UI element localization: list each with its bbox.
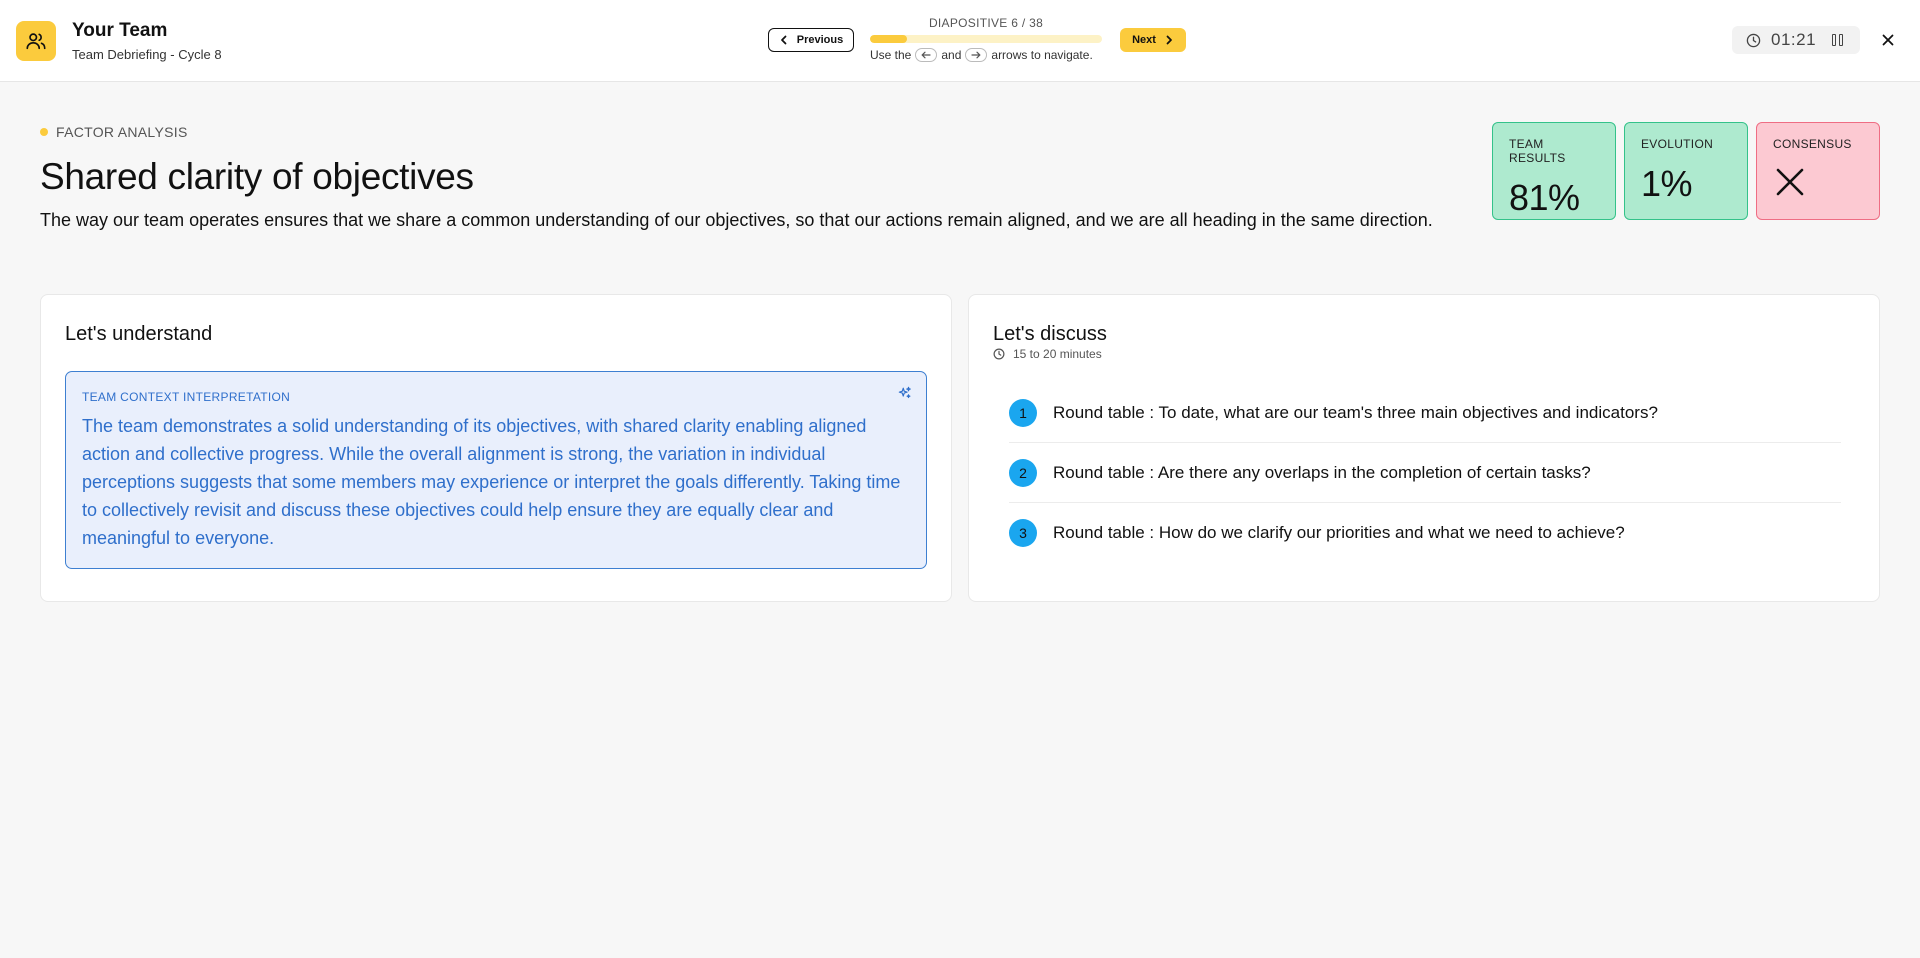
slide-progress-bar <box>870 35 1102 43</box>
question-item <box>1009 503 1841 563</box>
interpretation-text: The team demonstrates a solid understanding of its objectives, with shared clarity enabling aligned action and collective progress. While the overall alignment is strong, the variation in individual perceptions suggests that some members may experience or interpret the goals differently. Taking time to collectively revisit and discuss these objectives could help ensure they are equally clear and meaningful to everyone. <box>82 416 901 548</box>
question-text: Round table : How do we clarify our priorities and what we need to achieve? <box>1053 523 1625 542</box>
metric-value: 1% <box>1641 163 1693 204</box>
question-number: 3 <box>1009 519 1037 547</box>
discuss-card <box>968 294 1880 602</box>
question-item <box>1009 443 1841 503</box>
eyebrow-dot <box>40 128 48 136</box>
metric-evolution <box>1624 122 1748 220</box>
metric-label: CONSENSUS <box>1773 137 1852 151</box>
section-eyebrow <box>40 124 188 140</box>
duration-text: 15 to 20 minutes <box>1013 347 1102 361</box>
session-timer <box>1732 26 1860 54</box>
question-item <box>1009 383 1841 443</box>
question-text: Round table : Are there any overlaps in the completion of certain tasks? <box>1053 462 1591 482</box>
team-brand <box>16 20 222 62</box>
hint-and: and <box>941 48 962 62</box>
question-list <box>1009 383 1841 563</box>
understand-card <box>40 294 952 602</box>
metric-consensus <box>1756 122 1880 220</box>
x-icon <box>1775 167 1805 197</box>
page-description: The way our team operates ensures that we share a common understanding of our objectives, so that our actions remain aligned, and we are all heading in the same direction. <box>40 210 1433 230</box>
hint-prefix: Use the <box>870 48 912 62</box>
session-name: Team Debriefing - Cycle 8 <box>72 47 222 62</box>
eyebrow-label: FACTOR ANALYSIS <box>56 124 188 140</box>
arrow-left-icon <box>915 48 937 62</box>
team-name: Your Team <box>72 20 168 41</box>
team-icon <box>25 30 47 52</box>
close-icon <box>1882 34 1894 46</box>
arrow-right-icon <box>965 48 987 62</box>
metric-value: 81% <box>1509 177 1580 218</box>
next-button[interactable] <box>1120 28 1186 52</box>
question-text: Round table : To date, what are our team's three main objectives and indicators? <box>1053 402 1658 422</box>
discuss-title: Let's discuss <box>993 323 1107 345</box>
discuss-duration <box>993 347 1102 361</box>
close-button[interactable] <box>1876 28 1900 52</box>
question-number: 1 <box>1009 399 1037 427</box>
clock-icon <box>1746 33 1761 48</box>
slide-progress-fill <box>870 35 907 43</box>
sparkle-icon <box>898 386 912 400</box>
pause-icon[interactable] <box>1832 34 1843 46</box>
slide-counter: DIAPOSITIVE 6 / 38 <box>928 16 1044 30</box>
timer-value: 01:21 <box>1771 30 1817 49</box>
page-title: Shared clarity of objectives <box>40 156 474 197</box>
team-context-interpretation <box>65 371 927 569</box>
understand-title: Let's understand <box>65 323 213 345</box>
interpretation-label: TEAM CONTEXT INTERPRETATION <box>82 390 291 404</box>
top-bar <box>0 0 1920 82</box>
metric-team-results <box>1492 122 1616 220</box>
chevron-left-icon <box>779 35 789 45</box>
question-number: 2 <box>1009 459 1037 487</box>
chevron-right-icon <box>1164 35 1174 45</box>
metric-label: TEAM RESULTS <box>1509 137 1566 165</box>
previous-label: Previous <box>796 34 844 46</box>
next-label: Next <box>1132 34 1156 46</box>
hint-suffix: arrows to navigate. <box>991 48 1093 62</box>
navigation-hint <box>870 48 1110 62</box>
metric-label: EVOLUTION <box>1641 137 1714 151</box>
team-icon-badge <box>16 21 56 61</box>
clock-icon <box>993 348 1005 360</box>
previous-button[interactable] <box>768 28 854 52</box>
slide-navigation <box>768 14 1188 64</box>
